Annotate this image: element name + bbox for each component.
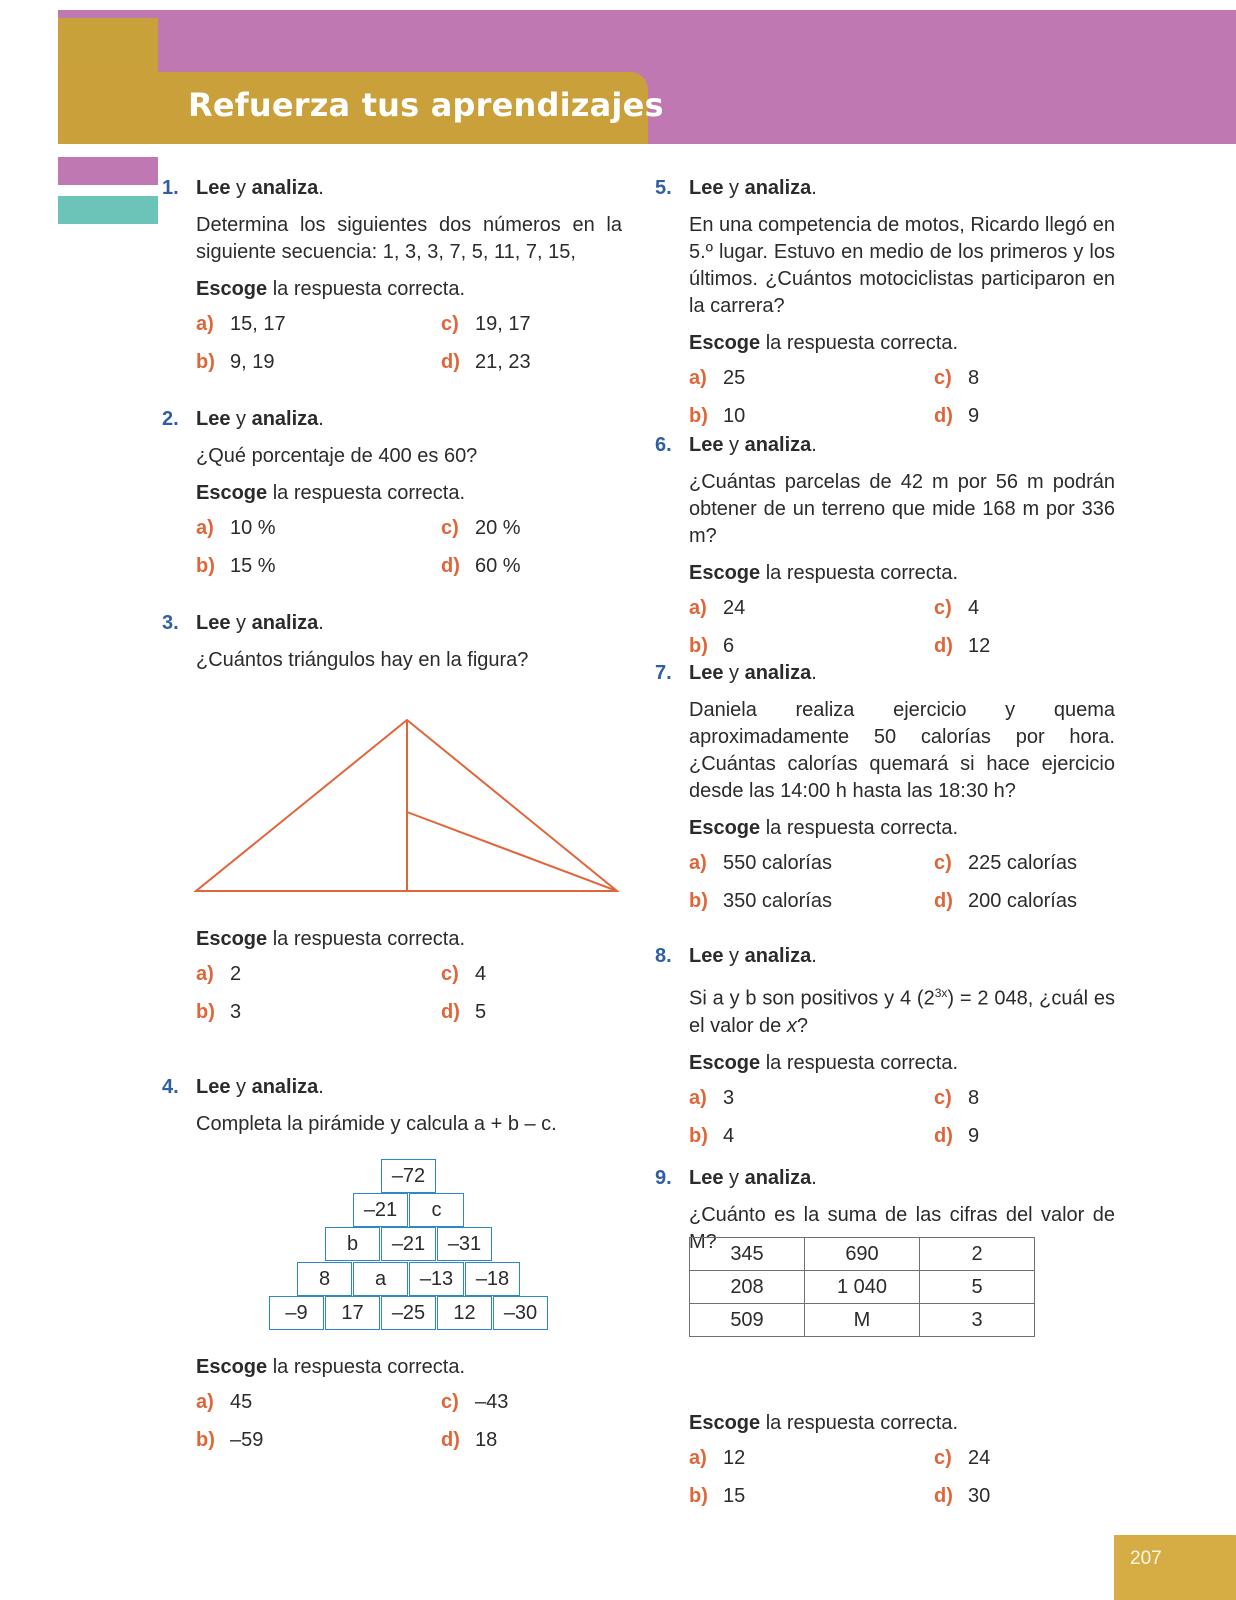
option-value: 5 — [475, 1001, 487, 1023]
option-value: 550 calorías — [723, 852, 832, 874]
option-value: 24 — [723, 597, 746, 619]
instruction-bold: Escoge — [689, 562, 761, 584]
option-value: 10 — [723, 405, 746, 427]
option-letter: c) — [441, 1391, 459, 1413]
pyramid-cell: 17 — [325, 1296, 380, 1330]
heading-lee: Lee — [689, 434, 724, 456]
question-text: ¿Cuántos triángulos hay en la figura? — [196, 649, 529, 671]
option-value: 4 — [475, 963, 487, 985]
option-value: 15, 17 — [230, 313, 286, 335]
option-letter: b) — [196, 351, 215, 373]
option-letter: b) — [689, 635, 708, 657]
instruction-bold: Escoge — [689, 1051, 761, 1074]
heading-analiza: analiza — [251, 408, 319, 430]
option-letter: c) — [441, 517, 459, 539]
option-value: 9, 19 — [230, 351, 275, 373]
heading-y: y — [723, 945, 745, 967]
option-value: 8 — [968, 1086, 980, 1109]
heading-lee: Lee — [196, 1076, 231, 1098]
option-letter: b) — [689, 1485, 708, 1507]
heading-analiza: analiza — [251, 1076, 319, 1098]
question-text: Daniela realiza ejercicio y quema aproximadamente 50 calorías por hora. ¿Cuántas calorías quemará si hace ejercicio desde las 14:00 h hasta las 18:30 h? — [689, 699, 1115, 802]
instruction-rest: la respuesta correcta. — [760, 1412, 959, 1434]
option-value: –43 — [475, 1391, 509, 1413]
pyramid-cell: –13 — [409, 1262, 464, 1296]
heading-dot: . — [318, 612, 324, 634]
table-row — [690, 1304, 1035, 1337]
option-letter: b) — [196, 1001, 215, 1023]
option-letter: b) — [689, 1124, 708, 1147]
option-value: 60 % — [475, 555, 521, 577]
question-number: 8. — [655, 945, 672, 967]
option-letter: a) — [196, 963, 214, 985]
heading-analiza: analiza — [744, 1167, 812, 1189]
pyramid-cell: –30 — [493, 1296, 548, 1330]
option-letter: d) — [934, 1124, 953, 1147]
option-value: 12 — [968, 635, 991, 657]
instruction-bold: Escoge — [689, 817, 761, 839]
option-letter: d) — [441, 1001, 460, 1023]
table-cell: M — [805, 1304, 920, 1337]
instruction-bold: Escoge — [196, 1356, 268, 1378]
text-end: ? — [796, 1014, 808, 1037]
pyramid-cell: –31 — [437, 1227, 492, 1261]
table-cell: 1 040 — [805, 1271, 920, 1304]
heading-dot: . — [811, 177, 817, 199]
option-letter: c) — [441, 963, 459, 985]
option-value: 25 — [723, 367, 746, 389]
pyramid-cell: a — [353, 1262, 408, 1296]
option-letter: d) — [934, 405, 953, 427]
option-letter: a) — [689, 852, 707, 874]
option-value: 24 — [968, 1447, 991, 1469]
pyramid-cell: 8 — [297, 1262, 352, 1296]
pyramid-cell: –21 — [353, 1193, 408, 1227]
heading-y: y — [230, 1076, 252, 1098]
instruction-rest: la respuesta correcta. — [267, 482, 466, 504]
instruction-rest: la respuesta correcta. — [760, 562, 959, 584]
question-text: ¿Qué porcentaje de 400 es 60? — [196, 445, 478, 467]
heading-lee: Lee — [196, 177, 231, 199]
instruction-bold: Escoge — [196, 482, 268, 504]
heading-lee: Lee — [196, 612, 231, 634]
option-value: 12 — [723, 1447, 746, 1469]
table-cell: 2 — [920, 1238, 1035, 1271]
option-value: 225 calorías — [968, 852, 1077, 874]
option-value: 2 — [230, 963, 242, 985]
table-cell: 345 — [690, 1238, 805, 1271]
option-value: 21, 23 — [475, 351, 531, 373]
option-letter: c) — [934, 852, 952, 874]
question-text: Completa la pirámide y calcula a + b – c. — [196, 1113, 557, 1135]
option-letter: c) — [441, 313, 459, 335]
heading-dot: . — [318, 1076, 324, 1098]
heading-dot: . — [811, 945, 817, 967]
question-text: Determina los siguientes dos números en la siguiente secuencia: 1, 3, 3, 7, 5, 11, 7, 15, — [196, 214, 622, 263]
option-value: 350 calorías — [723, 890, 832, 912]
page-title: Refuerza tus aprendizajes — [188, 86, 664, 124]
question-text: ¿Cuánto es la suma de las cifras del valor de M? — [689, 1204, 1115, 1253]
option-letter: d) — [934, 1485, 953, 1507]
heading-lee: Lee — [689, 945, 724, 967]
table-cell: 208 — [690, 1271, 805, 1304]
option-letter: c) — [934, 1447, 952, 1469]
table-row — [690, 1271, 1035, 1304]
heading-y: y — [230, 177, 252, 199]
heading-analiza: analiza — [744, 434, 812, 456]
option-value: 18 — [475, 1429, 498, 1451]
question-number: 3. — [162, 612, 179, 634]
question-text: En una competencia de motos, Ricardo llegó en 5.º lugar. Estuvo en medio de los primeros y los últimos. ¿Cuántos motociclistas participaron en la carrera? — [689, 214, 1115, 317]
heading-lee: Lee — [196, 408, 231, 430]
question-number: 9. — [655, 1167, 672, 1189]
m-table — [689, 1237, 1035, 1337]
option-value: 9 — [968, 405, 980, 427]
heading-lee: Lee — [689, 662, 724, 684]
option-letter: c) — [934, 597, 952, 619]
option-letter: a) — [689, 367, 707, 389]
question-number: 6. — [655, 434, 672, 456]
option-letter: d) — [934, 635, 953, 657]
heading-y: y — [230, 612, 252, 634]
heading-lee: Lee — [689, 177, 724, 199]
question-number: 7. — [655, 662, 672, 684]
option-letter: d) — [441, 555, 460, 577]
heading-y: y — [230, 408, 252, 430]
option-letter: a) — [689, 1086, 707, 1109]
option-letter: c) — [934, 367, 952, 389]
question-number: 2. — [162, 408, 179, 430]
option-letter: a) — [196, 517, 214, 539]
heading-dot: . — [811, 434, 817, 456]
heading-analiza: analiza — [744, 177, 812, 199]
question-text: ¿Cuántas parcelas de 42 m por 56 m podrán obtener de un terreno que mide 168 m por 336 m? — [689, 471, 1115, 547]
option-value: 200 calorías — [968, 890, 1077, 912]
option-letter: d) — [441, 351, 460, 373]
option-value: 15 % — [230, 555, 276, 577]
heading-analiza: analiza — [744, 945, 812, 967]
heading-analiza: analiza — [744, 662, 812, 684]
text-variable: x — [786, 1014, 797, 1037]
table-cell: 5 — [920, 1271, 1035, 1304]
option-value: 15 — [723, 1485, 746, 1507]
option-letter: b) — [689, 890, 708, 912]
option-letter: b) — [196, 555, 215, 577]
question-number: 1. — [162, 177, 179, 199]
heading-lee: Lee — [689, 1167, 724, 1189]
instruction-bold: Escoge — [689, 1412, 761, 1434]
option-letter: b) — [689, 405, 708, 427]
pyramid-cell: c — [409, 1193, 464, 1227]
option-value: 45 — [230, 1391, 253, 1413]
table-row — [690, 1238, 1035, 1271]
question-number: 5. — [655, 177, 672, 199]
option-value: 6 — [723, 635, 735, 657]
option-letter: a) — [689, 1447, 707, 1469]
option-value: 9 — [968, 1124, 980, 1147]
inner-segment — [407, 812, 617, 891]
pyramid-cell: –9 — [269, 1296, 324, 1330]
heading-dot: . — [811, 662, 817, 684]
page-number: 207 — [1130, 1548, 1162, 1569]
instruction-bold: Escoge — [196, 278, 268, 300]
heading-y: y — [723, 434, 745, 456]
option-value: 8 — [968, 367, 980, 389]
option-letter: b) — [196, 1429, 215, 1451]
instruction-rest: la respuesta correcta. — [267, 278, 466, 300]
instruction-rest: la respuesta correcta. — [760, 817, 959, 839]
question-number: 4. — [162, 1076, 179, 1098]
option-value: 20 % — [475, 517, 521, 539]
pyramid-cell: –21 — [381, 1227, 436, 1261]
table-cell: 690 — [805, 1238, 920, 1271]
option-letter: a) — [196, 313, 214, 335]
heading-dot: . — [811, 1167, 817, 1189]
option-value: 30 — [968, 1485, 991, 1507]
option-value: –59 — [230, 1429, 264, 1451]
option-letter: a) — [689, 597, 707, 619]
pyramid-cell: –25 — [381, 1296, 436, 1330]
pyramid-cell: b — [325, 1227, 380, 1261]
instruction-rest: la respuesta correcta. — [760, 332, 959, 354]
text-pre: Si a y b son positivos y 4 (2 — [689, 987, 935, 1010]
heading-y: y — [723, 177, 745, 199]
instruction-bold: Escoge — [196, 928, 268, 950]
option-letter: c) — [934, 1086, 952, 1109]
text-mid: ) = 2 048, ¿cuál es el valor de — [689, 987, 1115, 1037]
option-value: 4 — [968, 597, 980, 619]
instruction-rest: la respuesta correcta. — [267, 928, 466, 950]
option-value: 3 — [230, 1001, 242, 1023]
option-letter: d) — [934, 890, 953, 912]
pyramid-cell: 12 — [437, 1296, 492, 1330]
instruction-bold: Escoge — [689, 332, 761, 354]
table-cell: 3 — [920, 1304, 1035, 1337]
heading-y: y — [723, 662, 745, 684]
instruction-rest: la respuesta correcta. — [267, 1356, 466, 1378]
pyramid-cell: –18 — [465, 1262, 520, 1296]
heading-dot: . — [318, 408, 324, 430]
instruction-rest: la respuesta correcta. — [760, 1051, 959, 1074]
option-value: 10 % — [230, 517, 276, 539]
table-cell: 509 — [690, 1304, 805, 1337]
option-letter: a) — [196, 1391, 214, 1413]
heading-dot: . — [318, 177, 324, 199]
option-value: 4 — [723, 1124, 735, 1147]
heading-y: y — [723, 1167, 745, 1189]
option-value: 19, 17 — [475, 313, 531, 335]
option-value: 3 — [723, 1086, 735, 1109]
pyramid-cell: –72 — [381, 1159, 436, 1193]
text-exponent: 3x — [934, 986, 948, 1000]
option-letter: d) — [441, 1429, 460, 1451]
heading-analiza: analiza — [251, 177, 319, 199]
heading-analiza: analiza — [251, 612, 319, 634]
